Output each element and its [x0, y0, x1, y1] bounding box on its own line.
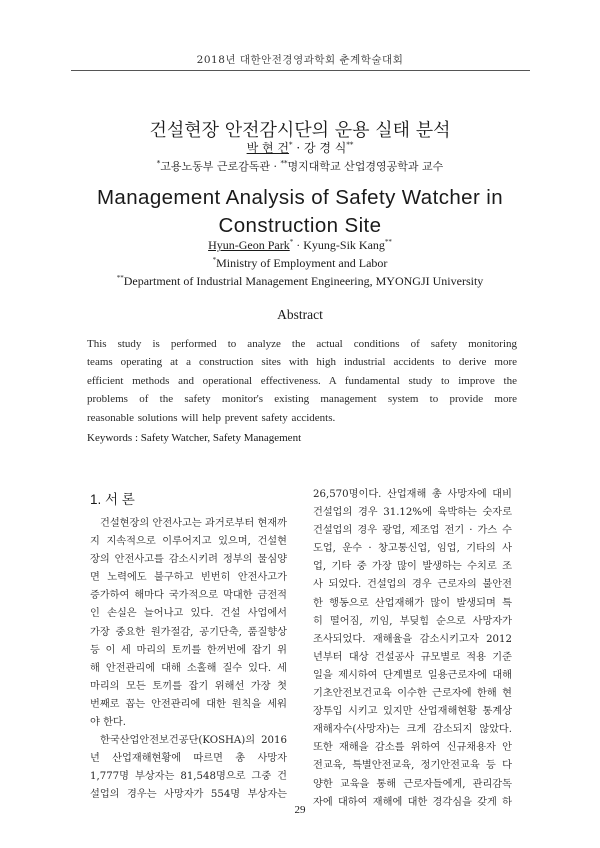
affil-2-ko: 명지대학교 산업경영공학과 교수 — [287, 160, 444, 173]
affil-2-ko-mark: ** — [280, 159, 288, 168]
body-column-left — [90, 515, 287, 805]
body-line: 양한 교육을 통해 근로자들에게, 관리감독 — [313, 778, 512, 790]
body-line: 지 지속적으로 이루어지고 있으며, 건설현 — [90, 536, 287, 548]
affil-1-en: Ministry of Employment and Labor — [216, 256, 388, 270]
abstract-line: efficient methods and operational effectiveness. A fundamental study to improve the — [87, 374, 517, 387]
english-title — [0, 184, 600, 240]
affil-2-en-mark: ** — [116, 274, 124, 282]
author-2-en-mark: ** — [384, 238, 392, 246]
abstract-line: problems of the safety monitor's existing management system to provide more — [87, 393, 517, 406]
body-line: 설업의 경우는 사망자가 554명 부상자는 — [90, 789, 287, 801]
body-line: 히 떨어짐, 끼임, 부딪힘 순으로 사망자가 — [313, 615, 512, 627]
korean-authors — [0, 139, 600, 156]
author-1-en: Hyun-Geon Park — [208, 238, 290, 252]
abstract-line: This study is performed to analyze the actual conditions of safety monitoring — [87, 338, 517, 350]
body-column-right — [313, 486, 512, 812]
body-line: 건설업의 경우 31.12%에 육박하는 숫자로 — [313, 507, 512, 519]
body-line: 증가하여 해마다 국가적으로 막대한 금전적 — [90, 590, 287, 602]
body-line: 건설현장의 안전사고는 과거로부터 현재까 — [100, 518, 287, 529]
header-divider — [71, 70, 530, 71]
author-2-ko-mark: ** — [346, 141, 354, 149]
abstract-heading: Abstract — [277, 307, 323, 322]
body-line: 인 손실은 늘어나고 있다. 건설 사업에서 — [90, 608, 287, 620]
english-affiliation-1 — [0, 256, 600, 271]
keywords: Keywords : Safety Watcher, Safety Management — [87, 432, 302, 444]
body-line: 한 행동으로 산업재해가 많이 발생되며 특 — [313, 597, 512, 609]
body-line: 전교육, 특별안전교육, 정기안전교육 등 다 — [313, 760, 512, 772]
body-line: 재해자수(사망자)는 크게 감소되지 않았다. — [313, 724, 512, 736]
body-line: 년 산업재해현황에 따르면 총 사망자 — [90, 753, 287, 765]
body-line: 1,777명 부상자는 81,548명으로 그중 건 — [90, 771, 287, 783]
body-line: 한국산업안전보건공단(KOSHA)의 2016 — [100, 735, 287, 747]
body-line: 장투입 시키고 있지만 산업재해현황 통계상 — [313, 706, 512, 718]
body-line: 번째로 꼽는 안전관리에 대한 원칙을 세워 — [90, 698, 287, 710]
author-1-en-mark: * — [289, 238, 294, 246]
body-line: 또한 재해을 감소를 위하여 신규채용자 안 — [313, 742, 512, 754]
english-affiliation-2 — [0, 274, 600, 289]
author-2-en: Kyung-Sik Kang — [303, 238, 385, 252]
affil-1-ko: 고용노동부 근로감독관 · — [160, 160, 281, 173]
body-line: 일을 제시하여 단계별로 일용근로자에 대해 — [313, 669, 512, 681]
section-heading-introduction: 1. 서 론 — [90, 492, 135, 507]
english-title-line-1: Management Analysis of Safety Watcher in — [96, 186, 504, 209]
author-separator-ko: · — [292, 141, 304, 155]
abstract-body — [87, 335, 517, 427]
author-1-ko: 박 현 건 — [246, 141, 290, 155]
body-line: 기초안전보건교육 이수한 근로자에 한해 현 — [313, 688, 512, 700]
body-line: 업, 기타 중 가장 많이 발생하는 수치로 조 — [313, 561, 512, 573]
body-line: 도업, 운수 · 창고통신업, 임업, 기타의 사 — [313, 543, 512, 555]
abstract-line: reasonable solutions will help prevent safety accidents. — [87, 411, 336, 424]
affil-1-ko-mark: * — [156, 159, 161, 168]
body-line: 면 노력에도 불구하고 빈번히 안전사고가 — [90, 572, 287, 584]
body-line: 조사되었다. 재해율을 감소시키고자 2012 — [313, 633, 512, 645]
korean-title: 건설현장 안전감시단의 운용 실태 분석 — [149, 120, 451, 141]
body-line: 야 한다. — [90, 717, 126, 729]
abstract-line: teams operating at a construction sites with high industrial accidents to derive more — [87, 356, 517, 369]
body-line: 건설업의 경우 광업, 제조업 전기 · 가스 수 — [313, 525, 512, 537]
body-line: 사 되었다. 건설업의 경우 근로자의 불안전 — [313, 579, 512, 591]
author-1-ko-mark: * — [289, 141, 293, 149]
body-line: 마리의 모든 토끼를 잡기 위해선 가장 첫 — [90, 680, 287, 692]
body-line: 26,570명이다. 산업재해 총 사망자에 대비 — [313, 489, 512, 500]
korean-affiliations — [0, 158, 600, 174]
affil-1-en-mark: * — [212, 256, 217, 264]
body-line: 자에 대하여 재해에 대한 경각심을 갖게 하 — [313, 796, 512, 808]
affil-2-en: Department of Industrial Management Engineering, MYONGJI University — [123, 274, 484, 288]
running-header: 2018년 대한안전경영과학회 춘계학술대회 — [196, 54, 404, 66]
page-number: 29 — [294, 804, 306, 816]
body-line: 가장 중요한 원가절감, 공기단축, 품질향상 — [90, 626, 287, 638]
body-line: 장의 안전사고를 감소시키려 정부의 물심양 — [90, 554, 287, 566]
body-line: 해 안전관리에 대해 소홀해 질수 있다. 세 — [90, 662, 287, 674]
author-separator-en: · — [293, 238, 304, 252]
body-line: 년부터 대상 건설공사 규모별로 적용 기준 — [313, 651, 512, 663]
body-line: 등 이 세 마리의 토끼를 한꺼번에 잡기 위 — [90, 644, 287, 656]
english-title-line-2: Construction Site — [218, 214, 382, 237]
author-2-ko: 강 경 식 — [303, 141, 347, 155]
english-authors — [0, 238, 600, 253]
